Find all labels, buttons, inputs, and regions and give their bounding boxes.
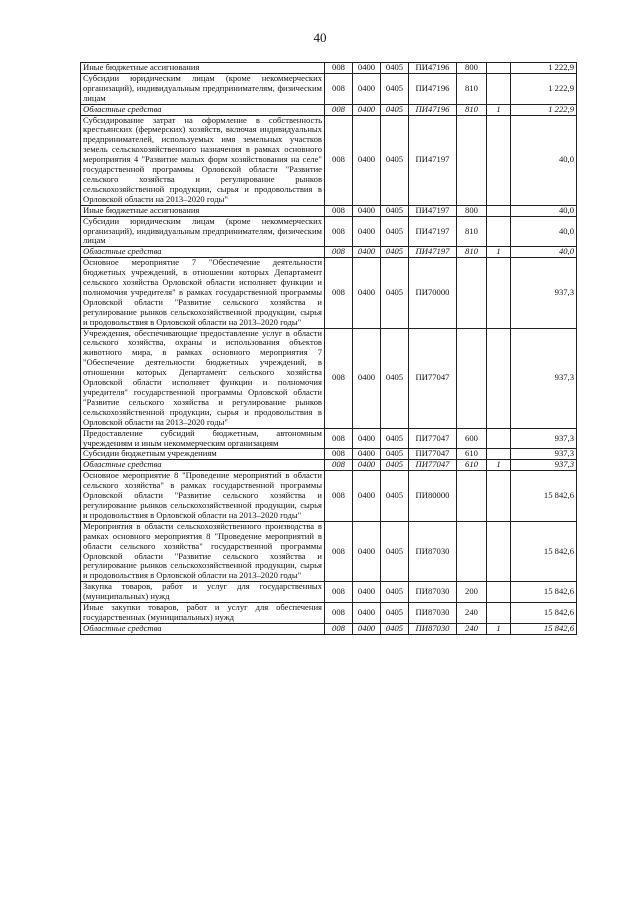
funding-source-cell	[487, 582, 511, 603]
funding-source-cell	[487, 603, 511, 624]
funding-source-cell	[487, 115, 511, 205]
grbs-code-cell: 008	[325, 428, 353, 449]
section-code-cell: 0400	[353, 216, 381, 247]
target-article-cell: ПИ77047	[409, 328, 457, 428]
subsection-code-cell: 0405	[381, 460, 409, 471]
expense-type-cell: 200	[457, 582, 487, 603]
section-code-cell: 0400	[353, 623, 381, 634]
subsection-code-cell: 0405	[381, 216, 409, 247]
row-name-cell: Иные бюджетные ассигнования	[81, 205, 325, 216]
funding-source-cell	[487, 328, 511, 428]
row-name-cell: Областные средства	[81, 104, 325, 115]
table-row	[81, 73, 577, 104]
funding-source-cell	[487, 521, 511, 581]
subsection-code-cell: 0405	[381, 247, 409, 258]
table-row	[81, 582, 577, 603]
grbs-code-cell: 008	[325, 603, 353, 624]
amount-cell: 15 842,6	[511, 471, 577, 522]
amount-cell: 15 842,6	[511, 623, 577, 634]
expense-type-cell	[457, 328, 487, 428]
row-name-cell: Областные средства	[81, 247, 325, 258]
subsection-code-cell: 0405	[381, 258, 409, 328]
grbs-code-cell: 008	[325, 449, 353, 460]
amount-cell: 937,3	[511, 460, 577, 471]
subsection-code-cell: 0405	[381, 582, 409, 603]
expense-type-cell: 810	[457, 104, 487, 115]
expense-type-cell: 240	[457, 623, 487, 634]
grbs-code-cell: 008	[325, 104, 353, 115]
section-code-cell: 0400	[353, 205, 381, 216]
table-row	[81, 471, 577, 522]
target-article-cell: ПИ77047	[409, 449, 457, 460]
section-code-cell: 0400	[353, 104, 381, 115]
section-code-cell: 0400	[353, 449, 381, 460]
row-name-cell: Иные бюджетные ассигнования	[81, 63, 325, 74]
target-article-cell: ПИ47197	[409, 205, 457, 216]
expense-type-cell: 810	[457, 247, 487, 258]
section-code-cell: 0400	[353, 73, 381, 104]
amount-cell: 15 842,6	[511, 521, 577, 581]
amount-cell: 937,3	[511, 428, 577, 449]
amount-cell: 1 222,9	[511, 63, 577, 74]
section-code-cell: 0400	[353, 258, 381, 328]
section-code-cell: 0400	[353, 582, 381, 603]
funding-source-cell: 1	[487, 623, 511, 634]
target-article-cell: ПИ77047	[409, 460, 457, 471]
grbs-code-cell: 008	[325, 460, 353, 471]
table-row	[81, 449, 577, 460]
funding-source-cell	[487, 73, 511, 104]
table-row	[81, 623, 577, 634]
grbs-code-cell: 008	[325, 115, 353, 205]
target-article-cell: ПИ77047	[409, 428, 457, 449]
target-article-cell: ПИ70000	[409, 258, 457, 328]
amount-cell: 1 222,9	[511, 73, 577, 104]
funding-source-cell	[487, 258, 511, 328]
amount-cell: 937,3	[511, 328, 577, 428]
row-name-cell: Субсидии бюджетным учреждениям	[81, 449, 325, 460]
table-row	[81, 63, 577, 74]
target-article-cell: ПИ47196	[409, 63, 457, 74]
amount-cell: 40,0	[511, 115, 577, 205]
row-name-cell: Мероприятия в области сельскохозяйственного производства в рамках основного мероприятия 8 "Проведение мероприятий в области сельского хозяйства" государственной программы Орловской области "Развитие сельского хозяйства и регулирование рынков сельскохозяйственной продукции, сырья и продовольствия в Орловской области на 2013–2020 годы"	[81, 521, 325, 581]
target-article-cell: ПИ47197	[409, 115, 457, 205]
target-article-cell: ПИ87030	[409, 582, 457, 603]
section-code-cell: 0400	[353, 460, 381, 471]
target-article-cell: ПИ47197	[409, 216, 457, 247]
section-code-cell: 0400	[353, 63, 381, 74]
section-code-cell: 0400	[353, 115, 381, 205]
expense-type-cell: 610	[457, 449, 487, 460]
grbs-code-cell: 008	[325, 216, 353, 247]
section-code-cell: 0400	[353, 428, 381, 449]
grbs-code-cell: 008	[325, 73, 353, 104]
subsection-code-cell: 0405	[381, 205, 409, 216]
row-name-cell: Субсидии юридическим лицам (кроме некоммерческих организаций), индивидуальным предпринимателям, физическим лицам	[81, 73, 325, 104]
subsection-code-cell: 0405	[381, 115, 409, 205]
amount-cell: 40,0	[511, 216, 577, 247]
row-name-cell: Закупка товаров, работ и услуг для государственных (муниципальных) нужд	[81, 582, 325, 603]
funding-source-cell: 1	[487, 104, 511, 115]
table-row	[81, 328, 577, 428]
table-row	[81, 247, 577, 258]
grbs-code-cell: 008	[325, 205, 353, 216]
target-article-cell: ПИ87030	[409, 603, 457, 624]
target-article-cell: ПИ47196	[409, 73, 457, 104]
grbs-code-cell: 008	[325, 247, 353, 258]
grbs-code-cell: 008	[325, 258, 353, 328]
grbs-code-cell: 008	[325, 623, 353, 634]
expense-type-cell: 800	[457, 63, 487, 74]
grbs-code-cell: 008	[325, 582, 353, 603]
target-article-cell: ПИ87030	[409, 623, 457, 634]
expense-type-cell: 610	[457, 460, 487, 471]
expense-type-cell: 810	[457, 73, 487, 104]
row-name-cell: Иные закупки товаров, работ и услуг для обеспечения государственных (муниципальных) нужд	[81, 603, 325, 624]
table-row	[81, 460, 577, 471]
section-code-cell: 0400	[353, 247, 381, 258]
expense-type-cell: 800	[457, 205, 487, 216]
funding-source-cell	[487, 428, 511, 449]
table-row	[81, 205, 577, 216]
subsection-code-cell: 0405	[381, 471, 409, 522]
section-code-cell: 0400	[353, 603, 381, 624]
budget-table	[80, 62, 577, 635]
subsection-code-cell: 0405	[381, 104, 409, 115]
subsection-code-cell: 0405	[381, 449, 409, 460]
table-row	[81, 104, 577, 115]
row-name-cell: Предоставление субсидий бюджетным, автономным учреждениям и иным некоммерческим организациям	[81, 428, 325, 449]
row-name-cell: Субсидии юридическим лицам (кроме некоммерческих организаций), индивидуальным предпринимателям, физическим лицам	[81, 216, 325, 247]
amount-cell: 937,3	[511, 449, 577, 460]
table-row	[81, 216, 577, 247]
row-name-cell: Учреждения, обеспечивающие предоставление услуг в области сельского хозяйства, охраны и использования объектов животного мира, в рамках основного мероприятия 7 "Обеспечение деятельности бюджетных учреждений, в отношении которых Департамент сельского хозяйства Орловской области исполняет функции и полномочия учредителя" государственной программы Орловской области "Развитие сельского хозяйства и регулирование рынков сельскохозяйственной продукции, сырья и продовольствия в Орловской области на 2013–2020 годы"	[81, 328, 325, 428]
expense-type-cell	[457, 471, 487, 522]
amount-cell: 15 842,6	[511, 603, 577, 624]
expense-type-cell	[457, 521, 487, 581]
table-row	[81, 521, 577, 581]
subsection-code-cell: 0405	[381, 73, 409, 104]
section-code-cell: 0400	[353, 328, 381, 428]
expense-type-cell: 600	[457, 428, 487, 449]
subsection-code-cell: 0405	[381, 521, 409, 581]
subsection-code-cell: 0405	[381, 428, 409, 449]
row-name-cell: Областные средства	[81, 623, 325, 634]
target-article-cell: ПИ87030	[409, 521, 457, 581]
expense-type-cell	[457, 258, 487, 328]
amount-cell: 15 842,6	[511, 582, 577, 603]
subsection-code-cell: 0405	[381, 603, 409, 624]
funding-source-cell	[487, 449, 511, 460]
funding-source-cell	[487, 471, 511, 522]
grbs-code-cell: 008	[325, 63, 353, 74]
funding-source-cell	[487, 63, 511, 74]
table-row	[81, 603, 577, 624]
section-code-cell: 0400	[353, 521, 381, 581]
grbs-code-cell: 008	[325, 521, 353, 581]
row-name-cell: Основное мероприятие 7 "Обеспечение деятельности бюджетных учреждений, в отношении которых Департамент сельского хозяйства Орловской области исполняет функции и полномочия учредителя" в рамках государственной программы Орловской области "Развитие сельского хозяйства и регулирование рынков сельскохозяйственной продукции, сырья и продовольствия в Орловской области на 2013–2020 годы"	[81, 258, 325, 328]
funding-source-cell	[487, 205, 511, 216]
table-row	[81, 258, 577, 328]
expense-type-cell	[457, 115, 487, 205]
funding-source-cell	[487, 216, 511, 247]
expense-type-cell: 810	[457, 216, 487, 247]
amount-cell: 40,0	[511, 205, 577, 216]
table-row	[81, 115, 577, 205]
target-article-cell: ПИ80000	[409, 471, 457, 522]
subsection-code-cell: 0405	[381, 623, 409, 634]
funding-source-cell: 1	[487, 460, 511, 471]
grbs-code-cell: 008	[325, 471, 353, 522]
amount-cell: 40,0	[511, 247, 577, 258]
expense-type-cell: 240	[457, 603, 487, 624]
table-row	[81, 428, 577, 449]
row-name-cell: Областные средства	[81, 460, 325, 471]
page-number: 40	[313, 30, 327, 45]
funding-source-cell: 1	[487, 247, 511, 258]
section-code-cell: 0400	[353, 471, 381, 522]
amount-cell: 1 222,9	[511, 104, 577, 115]
target-article-cell: ПИ47197	[409, 247, 457, 258]
table-body	[81, 63, 577, 635]
subsection-code-cell: 0405	[381, 328, 409, 428]
row-name-cell: Основное мероприятие 8 "Проведение мероприятий в области сельского хозяйства" в рамках государственной программы Орловской области "Развитие сельского хозяйства и регулирование рынков сельскохозяйственной продукции, сырья и продовольствия в Орловской области на 2013–2020 годы"	[81, 471, 325, 522]
amount-cell: 937,3	[511, 258, 577, 328]
subsection-code-cell: 0405	[381, 63, 409, 74]
target-article-cell: ПИ47196	[409, 104, 457, 115]
grbs-code-cell: 008	[325, 328, 353, 428]
row-name-cell: Субсидирование затрат на оформление в собственность крестьянских (фермерских) хозяйств, включая индивидуальных предпринимателей, используемых имя земельных участков земель сельскохозяйственного назначения в рамках основного мероприятия 4 "Развитие малых форм хозяйствования на селе" государственной программы Орловской области "Развитие сельского хозяйства и регулирование рынков сельскохозяйственной продукции, сырья и продовольствия в Орловской области на 2013–2020 годы"	[81, 115, 325, 205]
